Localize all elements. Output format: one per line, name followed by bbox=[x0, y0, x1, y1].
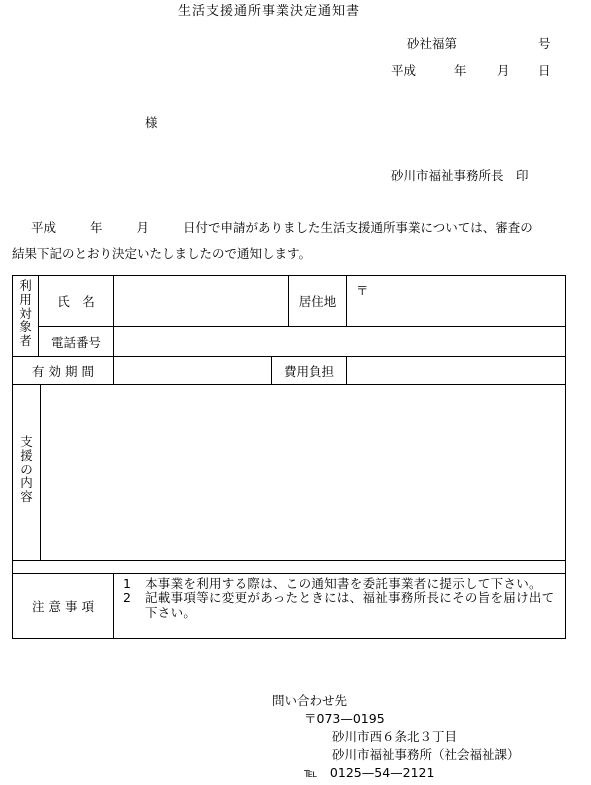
doc-number-prefix: 砂社福第 bbox=[407, 36, 458, 51]
name-field[interactable] bbox=[114, 276, 288, 326]
body-text-line-2: 結果下記のとおり決定いたしましたので通知します。 bbox=[12, 246, 312, 261]
notes-list bbox=[123, 577, 565, 620]
contact-address: 砂川市西６条北３丁目 bbox=[332, 729, 458, 744]
body-text: 日付で申請がありました生活支援通所事業については、審査の bbox=[183, 220, 533, 235]
body-text-line-1 bbox=[31, 222, 533, 235]
date-year-unit: 年 bbox=[454, 63, 467, 78]
note-number: 2 bbox=[123, 590, 131, 606]
document-title: 生活支援通所事業決定通知書 bbox=[178, 4, 361, 19]
addressee-suffix: 様 bbox=[145, 115, 158, 130]
user-target-label: 利 用 対 象 者 bbox=[19, 278, 32, 348]
body-month: 月 bbox=[136, 220, 150, 235]
address-field[interactable] bbox=[347, 276, 565, 326]
validity-label: 有 効 期 間 bbox=[32, 363, 94, 379]
table-border bbox=[565, 275, 566, 639]
contact-block bbox=[272, 695, 520, 785]
date-month-unit: 月 bbox=[497, 63, 510, 78]
notes-label: 注 意 事 項 bbox=[32, 599, 94, 614]
address-label: 居住地 bbox=[298, 294, 337, 309]
cost-label: 費用負担 bbox=[283, 363, 334, 379]
table-rule bbox=[113, 573, 114, 639]
cost-field[interactable] bbox=[347, 357, 565, 384]
support-content-label: 支 援 の 内 容 bbox=[20, 434, 33, 504]
contact-zip: 〒073—0195 bbox=[304, 711, 385, 726]
note-item bbox=[123, 577, 565, 591]
note-text: 記載事項等に変更があったときには、福祉事務所長にその旨を届け出て下さい。 bbox=[145, 590, 555, 620]
contact-title: 問い合わせ先 bbox=[272, 693, 348, 708]
date-era: 平成 bbox=[391, 63, 417, 78]
validity-field[interactable] bbox=[114, 357, 271, 384]
support-content-field[interactable] bbox=[41, 385, 565, 560]
issuer: 砂川市福祉事務所長 印 bbox=[391, 168, 529, 183]
phone-field[interactable] bbox=[114, 327, 565, 356]
table-rule bbox=[12, 560, 566, 561]
contact-tel: ℡ 0125—54—2121 bbox=[304, 765, 435, 780]
body-year: 年 bbox=[90, 220, 103, 235]
name-label: 氏 名 bbox=[57, 294, 95, 309]
table-border bbox=[12, 638, 566, 639]
note-number: 1 bbox=[123, 576, 131, 591]
note-text: 本事業を利用する際は、この通知書を委託事業者に提示して下さい。 bbox=[145, 576, 542, 591]
contact-office: 砂川市福祉事務所（社会福祉課） bbox=[332, 747, 520, 762]
postal-mark: 〒 bbox=[356, 283, 369, 298]
note-item bbox=[123, 591, 565, 620]
doc-number-suffix: 号 bbox=[538, 36, 551, 51]
date-day-unit: 日 bbox=[538, 63, 551, 78]
phone-label: 電話番号 bbox=[50, 334, 101, 350]
body-era: 平成 bbox=[31, 220, 57, 235]
